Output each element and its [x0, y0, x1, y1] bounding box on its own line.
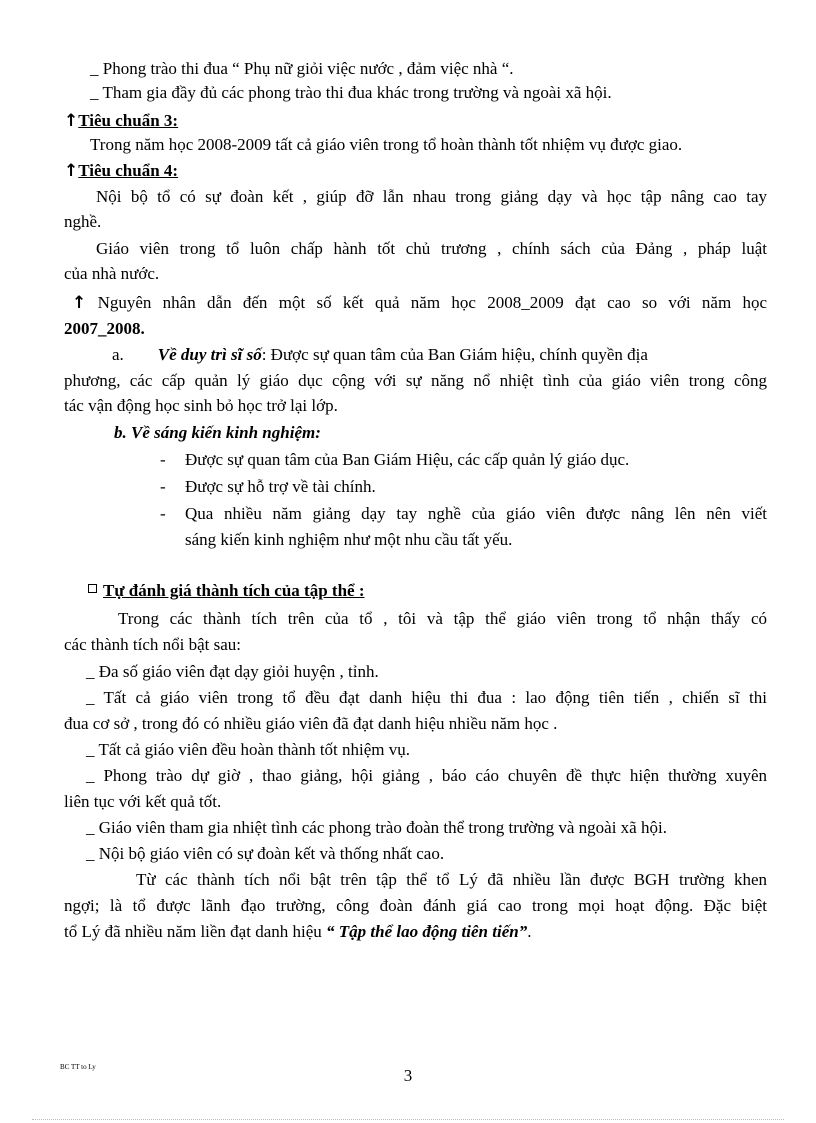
- item-a-label: a.: [112, 345, 124, 364]
- line-nguyen-nhan: [72, 292, 767, 314]
- item-a-text: : Được sự quan tâm của Ban Giám hiệu, chính quyền địa: [261, 345, 648, 364]
- arrow-up-icon: ↑: [72, 293, 87, 313]
- heading-text: Tiêu chuẩn 3:: [78, 111, 179, 130]
- section-title: Tự đánh giá thành tích của tập thể :: [103, 581, 365, 600]
- bullet-qua-nhieu-nam: Qua nhiều năm giảng dạy tay nghề của giáo viên được nâng lên nên viết: [185, 504, 767, 523]
- line-chap-hanh: Giáo viên trong tổ luôn chấp hành tốt chủ trương , chính sách của Đảng , pháp luật: [96, 239, 767, 258]
- line-doan-the: _ Giáo viên tham gia nhiệt tình các phong trào đoàn thể trong trường và ngoài xã hội.: [86, 818, 667, 837]
- item-a: [112, 344, 767, 366]
- line-nam-hoc: 2007_2008.: [64, 319, 145, 338]
- heading-text: Tiêu chuẩn 4:: [78, 161, 179, 180]
- line-danh-hieu: [64, 921, 531, 943]
- line-tieu-chuan-3: Trong năm học 2008-2009 tất cả giáo viên trong tổ hoàn thành tốt nhiệm vụ được giao.: [90, 135, 683, 154]
- item-a-line2: phương, các cấp quản lý giáo dục cộng với sự năng nổ nhiệt tình của giáo viên trong công: [64, 371, 767, 390]
- square-bullet-icon: [88, 584, 97, 593]
- line-danh-hieu-thi-dua: _ Tất cả giáo viên trong tổ đều đạt danh hiệu thi đua : lao động tiên tiến , chiến sĩ thi: [86, 688, 767, 707]
- line-chien-si-thi-dua: đua cơ sở , trong đó có nhiều giáo viên đã đạt danh hiệu nhiều năm học .: [64, 714, 558, 733]
- item-a-title: Về duy trì sĩ số: [157, 345, 262, 364]
- danh-hieu-end: .: [527, 922, 532, 941]
- footer-label: BC TT to Ly: [60, 1063, 96, 1071]
- line-noi-bo-to: Nội bộ tổ có sự đoàn kết , giúp đỡ lẫn nhau trong giảng dạy và học tập nâng cao tay: [96, 187, 767, 206]
- bullet-quan-tam: Được sự quan tâm của Ban Giám Hiệu, các cấp quản lý giáo dục.: [185, 450, 630, 469]
- bullet-qua-nhieu-nam-2: sáng kiến kinh nghiệm như một nhu cầu tất yếu.: [185, 530, 513, 549]
- line-phong-trao-phu-nu: _ Phong trào thi đua “ Phụ nữ giỏi việc nước , đảm việc nhà “.: [90, 59, 514, 78]
- line-trong-cac-thanh-tich: Trong các thành tích trên của tổ , tôi và tập thể giáo viên trong tổ nhận thấy có: [118, 609, 767, 628]
- page-bottom-divider: [32, 1119, 784, 1120]
- heading-tieu-chuan-4: [64, 160, 178, 182]
- danh-hieu-emphasis: “ Tập thể lao động tiên tiến”: [326, 922, 528, 941]
- bullet-tai-chinh: Được sự hỗ trợ về tài chính.: [185, 477, 376, 496]
- line-tu-cac-thanh-tich: Từ các thành tích nổi bật trên tập thể tổ Lý đã nhiều lần được BGH trường khen: [136, 870, 767, 889]
- line-ket-qua-tot: liên tục với kết quả tốt.: [64, 792, 222, 811]
- line-noi-bat-sau: các thành tích nổi bật sau:: [64, 635, 242, 654]
- arrow-up-icon: ↑: [64, 161, 79, 181]
- line-du-gio: _ Phong trào dự giờ , thao giảng, hội giảng , báo cáo chuyên đề thực hiện thường xuyên: [86, 766, 767, 785]
- line-tham-gia: _ Tham gia đầy đủ các phong trào thi đua khác trong trường và ngoài xã hội.: [90, 83, 612, 102]
- line-doan-ket: _ Nội bộ giáo viên có sự đoàn kết và thống nhất cao.: [86, 844, 445, 863]
- line-day-gioi: _ Đa số giáo viên đạt dạy giỏi huyện , tỉnh.: [86, 662, 379, 681]
- item-a-line3: tác vận động học sinh bỏ học trở lại lớp.: [64, 396, 338, 415]
- section-tu-danh-gia: [88, 580, 364, 602]
- bullet-dash: -: [160, 450, 166, 469]
- line-nha-nuoc: của nhà nước.: [64, 264, 160, 283]
- line-nghe: nghề.: [64, 212, 102, 231]
- page-number: 3: [403, 1066, 413, 1085]
- line-hoan-thanh: _ Tất cả giáo viên đều hoàn thành tốt nhiệm vụ.: [86, 740, 411, 759]
- cause-text: Nguyên nhân dẫn đến một số kết quả năm học 2008_2009 đạt cao so với năm học: [97, 293, 768, 312]
- item-b-title: b. Về sáng kiến kinh nghiệm:: [114, 423, 321, 442]
- line-khen-ngoi: ngợi; là tổ được lãnh đạo trường, công đoàn đánh giá cao trong mọi hoạt động. Đặc biệt: [64, 896, 767, 915]
- arrow-up-icon: ↑: [64, 111, 79, 131]
- bullet-dash: -: [160, 477, 166, 496]
- danh-hieu-text: tổ Lý đã nhiều năm liền đạt danh hiệu: [64, 922, 327, 941]
- heading-tieu-chuan-3: [64, 110, 178, 132]
- bullet-dash: -: [160, 504, 166, 523]
